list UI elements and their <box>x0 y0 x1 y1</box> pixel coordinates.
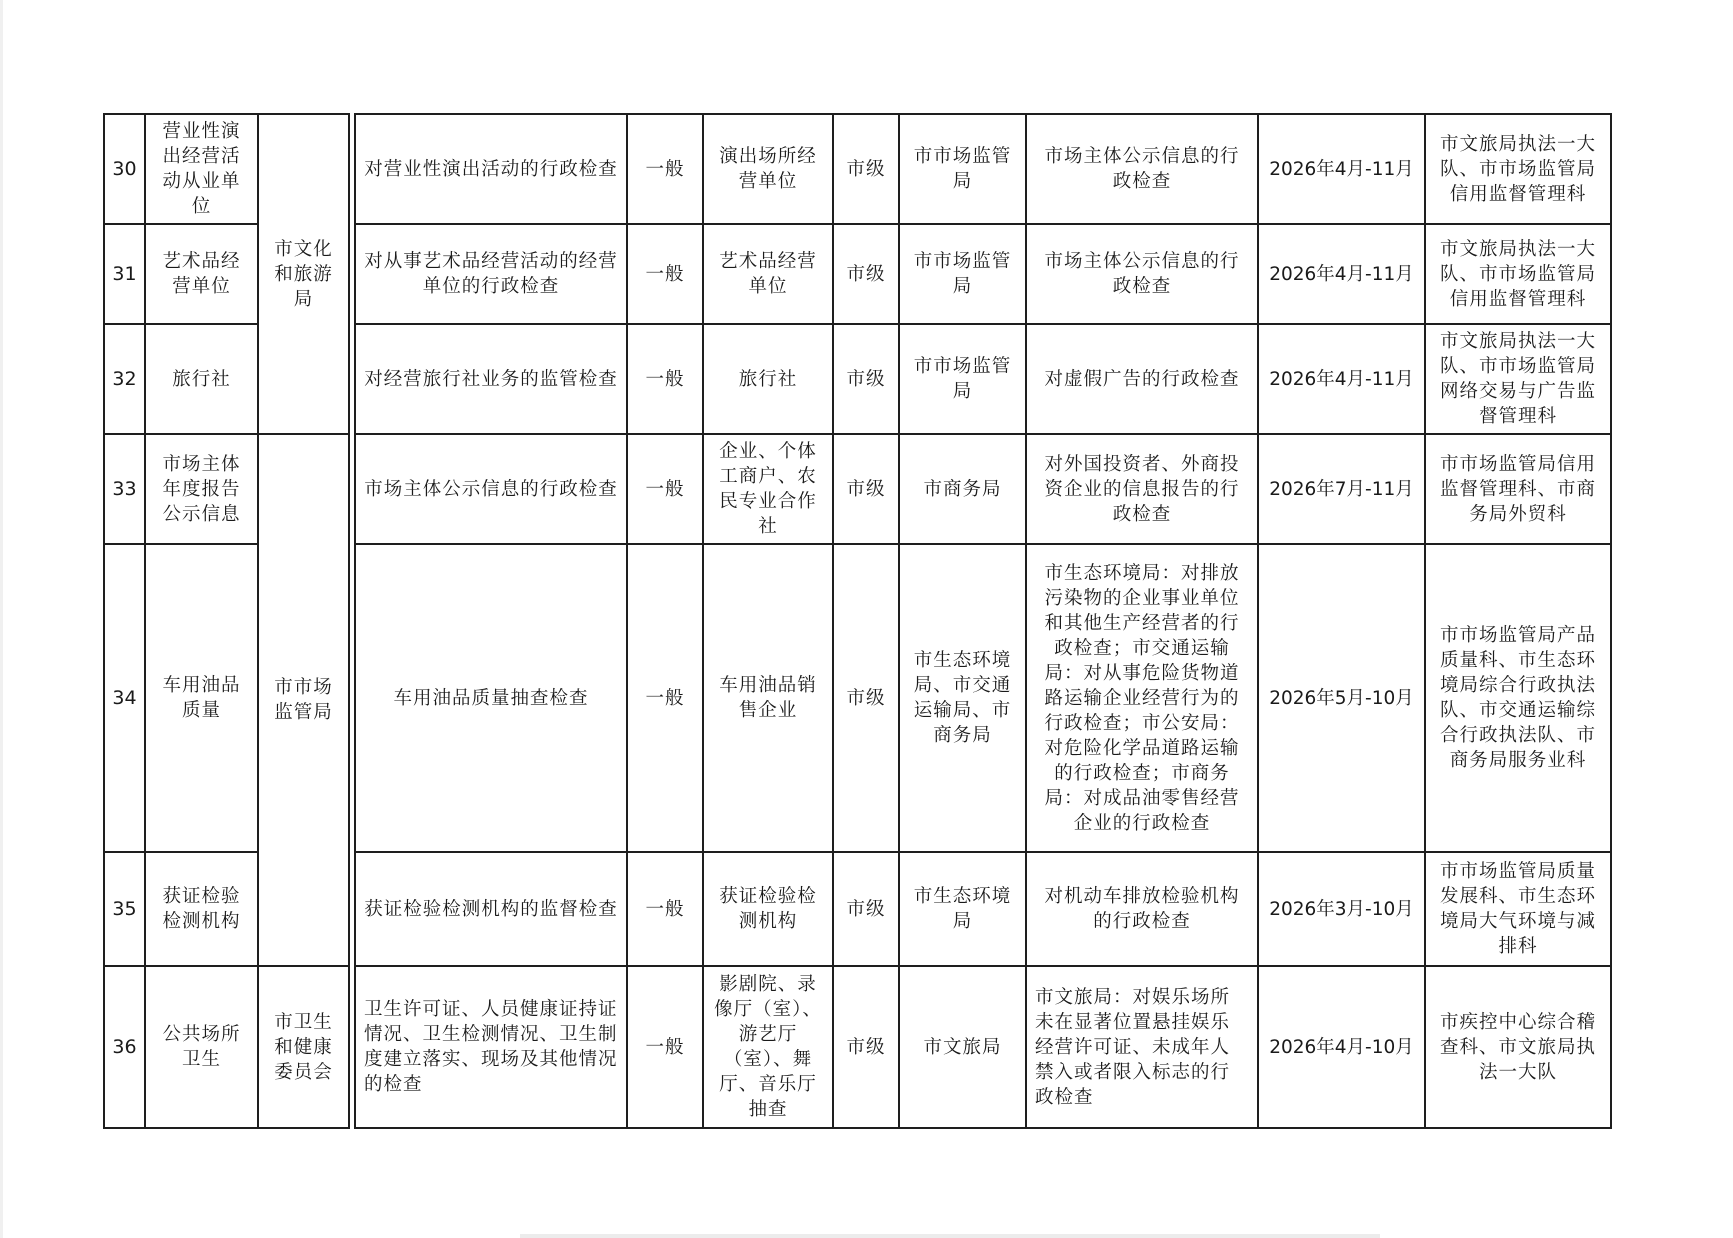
inspection-period: 2026年5月-10月 <box>1258 544 1425 852</box>
responsible-unit: 市市场监管局产品质量科、市生态环境局综合行政执法队、市交通运输综合行政执法队、市商务局服务业科 <box>1425 544 1611 852</box>
table-row <box>104 114 1611 224</box>
inspection-item: 旅行社 <box>145 324 258 434</box>
table-row <box>104 966 1611 1128</box>
inspection-plan-table <box>103 113 1612 1129</box>
joint-inspection-content: 对虚假广告的行政检查 <box>1026 324 1258 434</box>
inspection-level: 一般 <box>627 224 703 324</box>
lead-department: 市卫生和健康委员会 <box>258 966 349 1128</box>
inspection-item: 公共场所卫生 <box>145 966 258 1128</box>
joint-inspection-content: 市生态环境局：对排放污染物的企业事业单位和其他生产经营者的行政检查；市交通运输局：对从事危险货物道路运输企业经营行为的行政检查；市公安局：对危险化学品道路运输的行政检查；市商务局：对成品油零售经营企业的行政检查 <box>1026 544 1258 852</box>
inspection-level: 一般 <box>627 324 703 434</box>
inspection-content: 对营业性演出活动的行政检查 <box>355 114 627 224</box>
inspection-period: 2026年3月-10月 <box>1258 852 1425 966</box>
lead-department: 市市场监管局 <box>258 434 349 966</box>
inspection-content: 市场主体公示信息的行政检查 <box>355 434 627 544</box>
inspection-scope: 市级 <box>833 852 899 966</box>
partner-department: 市市场监管局 <box>899 224 1026 324</box>
inspection-content: 卫生许可证、人员健康证持证情况、卫生检测情况、卫生制度建立落实、现场及其他情况的检查 <box>355 966 627 1128</box>
inspection-content: 获证检验检测机构的监督检查 <box>355 852 627 966</box>
inspection-item: 艺术品经营单位 <box>145 224 258 324</box>
partner-department: 市生态环境局 <box>899 852 1026 966</box>
joint-inspection-content: 对外国投资者、外商投资企业的信息报告的行政检查 <box>1026 434 1258 544</box>
partner-department: 市商务局 <box>899 434 1026 544</box>
responsible-unit: 市市场监管局信用监督管理科、市商务局外贸科 <box>1425 434 1611 544</box>
inspection-content: 车用油品质量抽查检查 <box>355 544 627 852</box>
row-number: 35 <box>104 852 145 966</box>
inspection-level: 一般 <box>627 114 703 224</box>
inspection-item: 营业性演出经营活动从业单位 <box>145 114 258 224</box>
inspection-scope: 市级 <box>833 324 899 434</box>
inspection-object: 艺术品经营单位 <box>703 224 833 324</box>
inspection-period: 2026年4月-11月 <box>1258 324 1425 434</box>
responsible-unit: 市文旅局执法一大队、市市场监管局网络交易与广告监督管理科 <box>1425 324 1611 434</box>
inspection-item: 市场主体年度报告公示信息 <box>145 434 258 544</box>
inspection-content: 对从事艺术品经营活动的经营单位的行政检查 <box>355 224 627 324</box>
inspection-period: 2026年7月-11月 <box>1258 434 1425 544</box>
inspection-level: 一般 <box>627 434 703 544</box>
partner-department: 市市场监管局 <box>899 114 1026 224</box>
joint-inspection-content: 对机动车排放检验机构的行政检查 <box>1026 852 1258 966</box>
joint-inspection-content: 市场主体公示信息的行政检查 <box>1026 224 1258 324</box>
inspection-object: 演出场所经营单位 <box>703 114 833 224</box>
inspection-period: 2026年4月-11月 <box>1258 224 1425 324</box>
joint-inspection-content: 市场主体公示信息的行政检查 <box>1026 114 1258 224</box>
inspection-object: 企业、个体工商户、农民专业合作社 <box>703 434 833 544</box>
inspection-object: 获证检验检测机构 <box>703 852 833 966</box>
inspection-object: 影剧院、录像厅（室）、游艺厅（室）、舞厅、音乐厅抽查 <box>703 966 833 1128</box>
inspection-object: 车用油品销售企业 <box>703 544 833 852</box>
row-number: 33 <box>104 434 145 544</box>
inspection-scope: 市级 <box>833 544 899 852</box>
inspection-level: 一般 <box>627 966 703 1128</box>
inspection-scope: 市级 <box>833 434 899 544</box>
row-number: 32 <box>104 324 145 434</box>
inspection-item: 获证检验检测机构 <box>145 852 258 966</box>
responsible-unit: 市文旅局执法一大队、市市场监管局信用监督管理科 <box>1425 224 1611 324</box>
partner-department: 市市场监管局 <box>899 324 1026 434</box>
responsible-unit: 市市场监管局质量发展科、市生态环境局大气环境与减排科 <box>1425 852 1611 966</box>
inspection-content: 对经营旅行社业务的监管检查 <box>355 324 627 434</box>
inspection-scope: 市级 <box>833 114 899 224</box>
row-number: 30 <box>104 114 145 224</box>
row-number: 31 <box>104 224 145 324</box>
table-row <box>104 434 1611 544</box>
page-edge-bottom <box>520 1234 1380 1238</box>
lead-department: 市文化和旅游局 <box>258 114 349 434</box>
inspection-scope: 市级 <box>833 966 899 1128</box>
responsible-unit: 市疾控中心综合稽查科、市文旅局执法一大队 <box>1425 966 1611 1128</box>
row-number: 34 <box>104 544 145 852</box>
inspection-period: 2026年4月-10月 <box>1258 966 1425 1128</box>
inspection-level: 一般 <box>627 544 703 852</box>
partner-department: 市文旅局 <box>899 966 1026 1128</box>
inspection-period: 2026年4月-11月 <box>1258 114 1425 224</box>
inspection-scope: 市级 <box>833 224 899 324</box>
inspection-level: 一般 <box>627 852 703 966</box>
page-edge <box>0 0 3 1238</box>
inspection-item: 车用油品质量 <box>145 544 258 852</box>
joint-inspection-content: 市文旅局：对娱乐场所未在显著位置悬挂娱乐经营许可证、未成年人禁入或者限入标志的行政检查 <box>1026 966 1258 1128</box>
row-number: 36 <box>104 966 145 1128</box>
inspection-object: 旅行社 <box>703 324 833 434</box>
partner-department: 市生态环境局、市交通运输局、市商务局 <box>899 544 1026 852</box>
responsible-unit: 市文旅局执法一大队、市市场监管局信用监督管理科 <box>1425 114 1611 224</box>
